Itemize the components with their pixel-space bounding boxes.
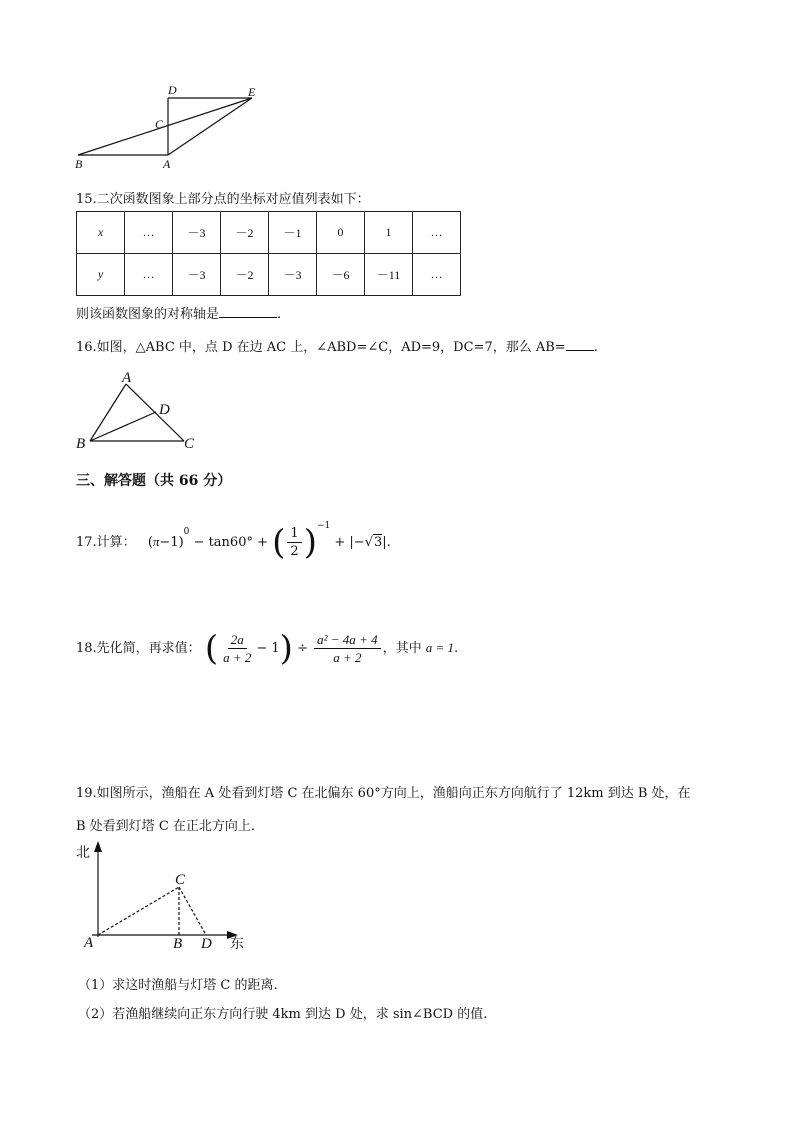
- exponent-neg-one: −1: [316, 521, 331, 531]
- frac-numerator: a² − 4a + 4: [314, 631, 380, 649]
- table-cell: y: [77, 254, 125, 296]
- q16-stem: 16.如图，△ABC 中，点 D 在边 AC 上，∠ABD=∠C，AD=9，DC=7，那么 AB=: [76, 340, 566, 355]
- table-cell: …: [413, 212, 461, 254]
- table-cell: －3: [173, 212, 221, 254]
- table-row-y: [77, 254, 461, 296]
- table-cell: －3: [173, 254, 221, 296]
- fraction-half: [287, 525, 301, 560]
- label-d: D: [168, 84, 177, 97]
- paren-open: (: [147, 535, 153, 550]
- pi-symbol: π: [152, 534, 160, 549]
- minus-one: −1): [159, 535, 184, 550]
- east-label: 东: [230, 936, 244, 952]
- north-label: 北: [76, 845, 90, 861]
- q17-label: 17.计算：: [76, 535, 136, 550]
- label-b: B: [75, 157, 83, 170]
- label-d: D: [159, 402, 170, 418]
- q15-answer-line: [76, 303, 281, 322]
- exponent-zero: 0: [183, 527, 190, 537]
- minus-one: − 1: [256, 641, 280, 656]
- tan-term: − tan60° +: [193, 535, 268, 550]
- q19-sub2: （2）若渔船继续向正东方向行驶 4km 到达 D 处，求 sin∠BCD 的值.: [78, 1007, 488, 1022]
- plus-sign: +: [334, 535, 346, 550]
- table-cell: －2: [221, 254, 269, 296]
- condition: a = 1: [425, 640, 455, 655]
- q14-figure: [72, 84, 272, 170]
- abs-open: |−: [349, 535, 365, 550]
- segment-bd: [90, 412, 156, 441]
- q15-answer-prefix: 则该函数图象的对称轴是: [76, 307, 220, 322]
- label-c: C: [175, 872, 186, 888]
- paren-left: (: [204, 628, 219, 669]
- label-c: C: [184, 436, 195, 452]
- table-cell: 0: [317, 212, 365, 254]
- table-cell: …: [413, 254, 461, 296]
- q18-label: 18.先化简，再求值：: [76, 641, 201, 656]
- q18-line: [76, 628, 458, 669]
- answer-blank[interactable]: [566, 338, 594, 351]
- table-cell: …: [125, 212, 173, 254]
- q19-line1: 19.如图所示，渔船在 A 处看到灯塔 C 在北偏东 60°方向上，渔船向正东方向航行了 12km 到达 B 处，在: [76, 786, 691, 801]
- table-cell: …: [125, 254, 173, 296]
- frac-denominator: 2: [290, 544, 299, 559]
- label-b: B: [76, 436, 86, 452]
- q16-suffix: .: [593, 340, 598, 355]
- frac-numerator: 1: [287, 525, 301, 543]
- q16-figure: [72, 366, 212, 452]
- table-cell: －1: [269, 212, 317, 254]
- label-b: B: [173, 936, 183, 952]
- segment-be: [78, 98, 252, 155]
- abs-close: |: [382, 535, 387, 550]
- q16-stem-line: [76, 336, 598, 355]
- label-c: C: [155, 117, 164, 131]
- sqrt-symbol: √: [364, 535, 373, 550]
- label-a: A: [163, 157, 171, 170]
- fraction-2a: [220, 631, 254, 666]
- end-period: .: [386, 535, 391, 550]
- label-d: D: [201, 936, 212, 952]
- radicand: 3: [374, 535, 383, 550]
- arrow-up-icon: [94, 841, 102, 852]
- section-heading: 三、解答题（共 66 分）: [76, 473, 232, 489]
- paren-right: ): [279, 628, 293, 669]
- segment-ac: [98, 887, 179, 935]
- q19-sub1: （1）求这时渔船与灯塔 C 的距离.: [78, 978, 278, 993]
- where-text: ，其中: [382, 641, 422, 656]
- q17-line: [76, 508, 391, 561]
- values-table: [76, 211, 461, 296]
- answer-blank[interactable]: [219, 305, 277, 318]
- frac-denominator: a + 2: [333, 650, 362, 665]
- table-row-x: [77, 212, 461, 254]
- divide-sign: ÷: [297, 641, 308, 656]
- q19-line2: B 处看到灯塔 C 在正北方向上.: [76, 819, 256, 834]
- label-e: E: [248, 85, 256, 99]
- segment-cd: [179, 887, 206, 935]
- table-cell: －2: [221, 212, 269, 254]
- table-cell: x: [77, 212, 125, 254]
- q15-answer-suffix: .: [277, 307, 282, 322]
- table-cell: 1: [365, 212, 413, 254]
- table-cell: －11: [365, 254, 413, 296]
- frac-denominator: a + 2: [223, 650, 252, 665]
- label-a: A: [122, 370, 132, 386]
- table-cell: －3: [269, 254, 317, 296]
- segment-ae: [168, 98, 252, 155]
- paren-left: (: [272, 522, 286, 563]
- frac-numerator: 2a: [228, 631, 247, 649]
- end-period: .: [454, 641, 459, 656]
- q15-stem: 15.二次函数图象上部分点的坐标对应值列表如下：: [76, 192, 370, 207]
- table-cell: －6: [317, 254, 365, 296]
- paren-right: ): [303, 522, 317, 563]
- q19-figure: [72, 838, 262, 956]
- label-a: A: [84, 935, 94, 951]
- fraction-quadratic: [314, 631, 380, 666]
